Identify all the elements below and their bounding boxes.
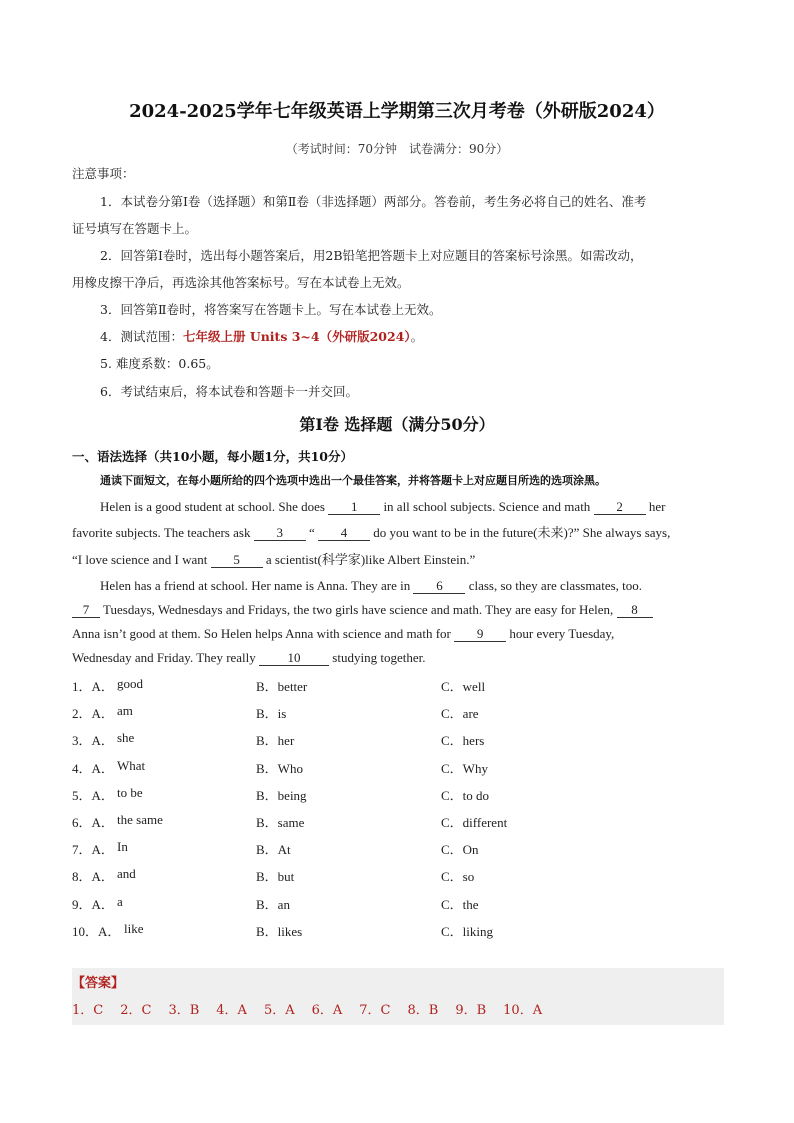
option-c[interactable]: C．different: [441, 815, 508, 830]
note-1-line-2: 证号填写在答题卡上。: [72, 221, 198, 236]
answer-item: 4．A: [216, 1003, 247, 1018]
note-4: [100, 329, 724, 345]
option-b[interactable]: B．being: [256, 787, 307, 803]
blank-3: 3: [254, 526, 306, 541]
question-number[interactable]: 8．A．: [72, 869, 114, 885]
passage-text: “: [305, 525, 318, 540]
blank-6: 6: [413, 579, 465, 594]
passage-text: do you want to be in the future(未来)?” She always says,: [369, 525, 671, 540]
passage-text: Anna isn’t good at them. So Helen helps Anna with science and math for: [72, 626, 455, 641]
note-2-line-1: 2．回答第Ⅰ卷时，选出每小题答案后，用2B铅笔把答题卡上对应题目的答案标号涂黑。如需改动，: [100, 248, 643, 263]
passage-text: Helen is a good student at school. She does: [100, 499, 329, 514]
note-4-suffix: 。: [410, 329, 424, 344]
passage-text: her: [645, 499, 666, 514]
answer-item: 8．B: [407, 1003, 439, 1018]
blank-9: 9: [454, 627, 506, 642]
option-a[interactable]: good: [117, 676, 143, 691]
blank-10: 10: [259, 651, 329, 666]
blank-8: 8: [617, 603, 653, 618]
option-c[interactable]: C．On: [441, 842, 479, 858]
note-3: 3．回答第Ⅱ卷时，将答案写在答题卡上。写在本试卷上无效。: [100, 302, 442, 317]
note-6: 6．考试结束后，将本试卷和答题卡一并交回。: [100, 384, 358, 399]
option-c[interactable]: C．the: [441, 896, 479, 912]
passage-text: “I love science and I want: [72, 552, 211, 567]
option-c[interactable]: C．so: [441, 869, 475, 885]
passage-text: Tuesdays, Wednesdays and Fridays, the two girls have science and math. They are easy for Helen,: [100, 602, 617, 617]
question-number[interactable]: 6．A．: [72, 815, 114, 830]
question-number[interactable]: 1．A．: [72, 679, 114, 694]
blank-4: 4: [318, 526, 370, 541]
passage-line-6: [72, 626, 724, 642]
question-number[interactable]: 2．A．: [72, 706, 114, 722]
answer-item: 5．A: [263, 1003, 295, 1018]
answer-item: 3．B: [168, 1003, 200, 1018]
answer-item: 6．A: [311, 1003, 343, 1018]
option-row: [72, 758, 724, 776]
answer-item: 2．C: [120, 1003, 152, 1018]
answer-item: 9．B: [455, 1003, 487, 1018]
exam-subtitle: （考试时间：70分钟 试卷满分：90分）: [285, 142, 509, 156]
question-number[interactable]: 5．A．: [72, 787, 114, 803]
question-number[interactable]: 3．A．: [72, 733, 114, 749]
note-2-line-2: 用橡皮擦干净后，再选涂其他答案标号。写在本试卷上无效。: [72, 275, 410, 290]
option-b[interactable]: B．At: [256, 842, 291, 858]
passage-line-3: [72, 552, 724, 568]
option-b[interactable]: B．Who: [256, 760, 303, 776]
option-row: [72, 812, 724, 830]
option-row: [72, 730, 724, 748]
passage-line-1: [100, 499, 752, 515]
option-b[interactable]: B．likes: [256, 923, 303, 939]
option-c[interactable]: C．are: [441, 706, 479, 722]
blank-5: 5: [211, 553, 263, 568]
passage-line-2: [72, 525, 724, 541]
note-1-line-1: 1．本试卷分第Ⅰ卷（选择题）和第Ⅱ卷（非选择题）两部分。答卷前，考生务必将自己的姓名、准考: [100, 194, 647, 209]
option-c[interactable]: C．hers: [441, 733, 485, 749]
passage-text: Wednesday and Friday. They really: [72, 650, 260, 665]
option-c[interactable]: C．to do: [441, 787, 490, 803]
option-a[interactable]: and: [117, 866, 136, 882]
answer-box: [72, 968, 724, 1025]
answer-item: 7．C: [359, 1003, 391, 1018]
blank-1: 1: [328, 500, 380, 515]
passage-text: studying together.: [329, 650, 426, 665]
option-row: [72, 785, 724, 803]
option-row: [72, 894, 724, 912]
question-number[interactable]: 7．A．: [72, 842, 114, 858]
passage-text: hour every Tuesday,: [506, 626, 615, 641]
option-a[interactable]: the same: [117, 812, 163, 827]
exam-title: 2024-2025学年七年级英语上学期第三次月考卷（外研版2024）: [129, 101, 665, 122]
option-b[interactable]: B．an: [256, 896, 290, 912]
option-b[interactable]: B．but: [256, 869, 295, 885]
instruction: 通读下面短文，在每小题所给的四个选项中选出一个最佳答案，并将答题卡上对应题目所选的选项涂黑。: [100, 474, 606, 487]
passage-text: class, so they are classmates, too.: [465, 578, 643, 593]
option-b[interactable]: B．her: [256, 733, 295, 749]
answer-list: [72, 999, 559, 1018]
option-a[interactable]: What: [117, 757, 146, 773]
option-row: [72, 866, 724, 884]
option-b[interactable]: B．is: [256, 706, 287, 722]
section-title: 第Ⅰ卷 选择题（满分50分）: [299, 415, 495, 434]
option-c[interactable]: C．liking: [441, 923, 494, 939]
test-scope: 七年级上册 Units 3~4（外研版2024）: [182, 329, 411, 344]
option-c[interactable]: C．Why: [441, 760, 488, 776]
option-c[interactable]: C．well: [441, 679, 486, 694]
passage-text: Helen has a friend at school. Her name is Anna. They are in: [100, 578, 414, 593]
blank-7: 7: [72, 603, 100, 618]
option-row: [72, 703, 724, 721]
option-a[interactable]: In: [117, 839, 128, 855]
note-4-prefix: 4．测试范围：: [100, 329, 183, 344]
passage-line-4: [100, 578, 752, 594]
question-number[interactable]: 9．A．: [72, 896, 114, 912]
notes-header: 注意事项：: [72, 166, 135, 181]
option-b[interactable]: B．same: [256, 815, 305, 830]
option-row: [72, 921, 724, 939]
option-a[interactable]: to be: [117, 784, 143, 800]
option-row: [72, 676, 724, 694]
passage-text: favorite subjects. The teachers ask: [72, 525, 254, 540]
answer-item: 10．A: [503, 1003, 543, 1018]
answer-item: 1．C: [72, 1003, 104, 1018]
passage-line-5: [72, 602, 724, 618]
part-heading: 一、语法选择（共10小题，每小题1分，共10分）: [72, 449, 353, 464]
answer-label: 【答案】: [72, 976, 125, 991]
option-a[interactable]: am: [117, 703, 133, 719]
question-number[interactable]: 4．A．: [72, 760, 114, 776]
blank-2: 2: [594, 500, 646, 515]
option-a[interactable]: she: [117, 730, 135, 746]
option-a[interactable]: a: [117, 893, 123, 909]
question-number[interactable]: 10．A．: [72, 923, 121, 939]
passage-text: a scientist(科学家)like Albert Einstein.”: [262, 552, 476, 567]
option-row: [72, 839, 724, 857]
passage-text: in all school subjects. Science and math: [380, 499, 594, 514]
note-5: 5. 难度系数：0.65。: [100, 356, 219, 371]
passage-line-7: [72, 650, 724, 666]
option-b[interactable]: B．better: [256, 679, 308, 694]
option-a[interactable]: like: [124, 920, 144, 936]
